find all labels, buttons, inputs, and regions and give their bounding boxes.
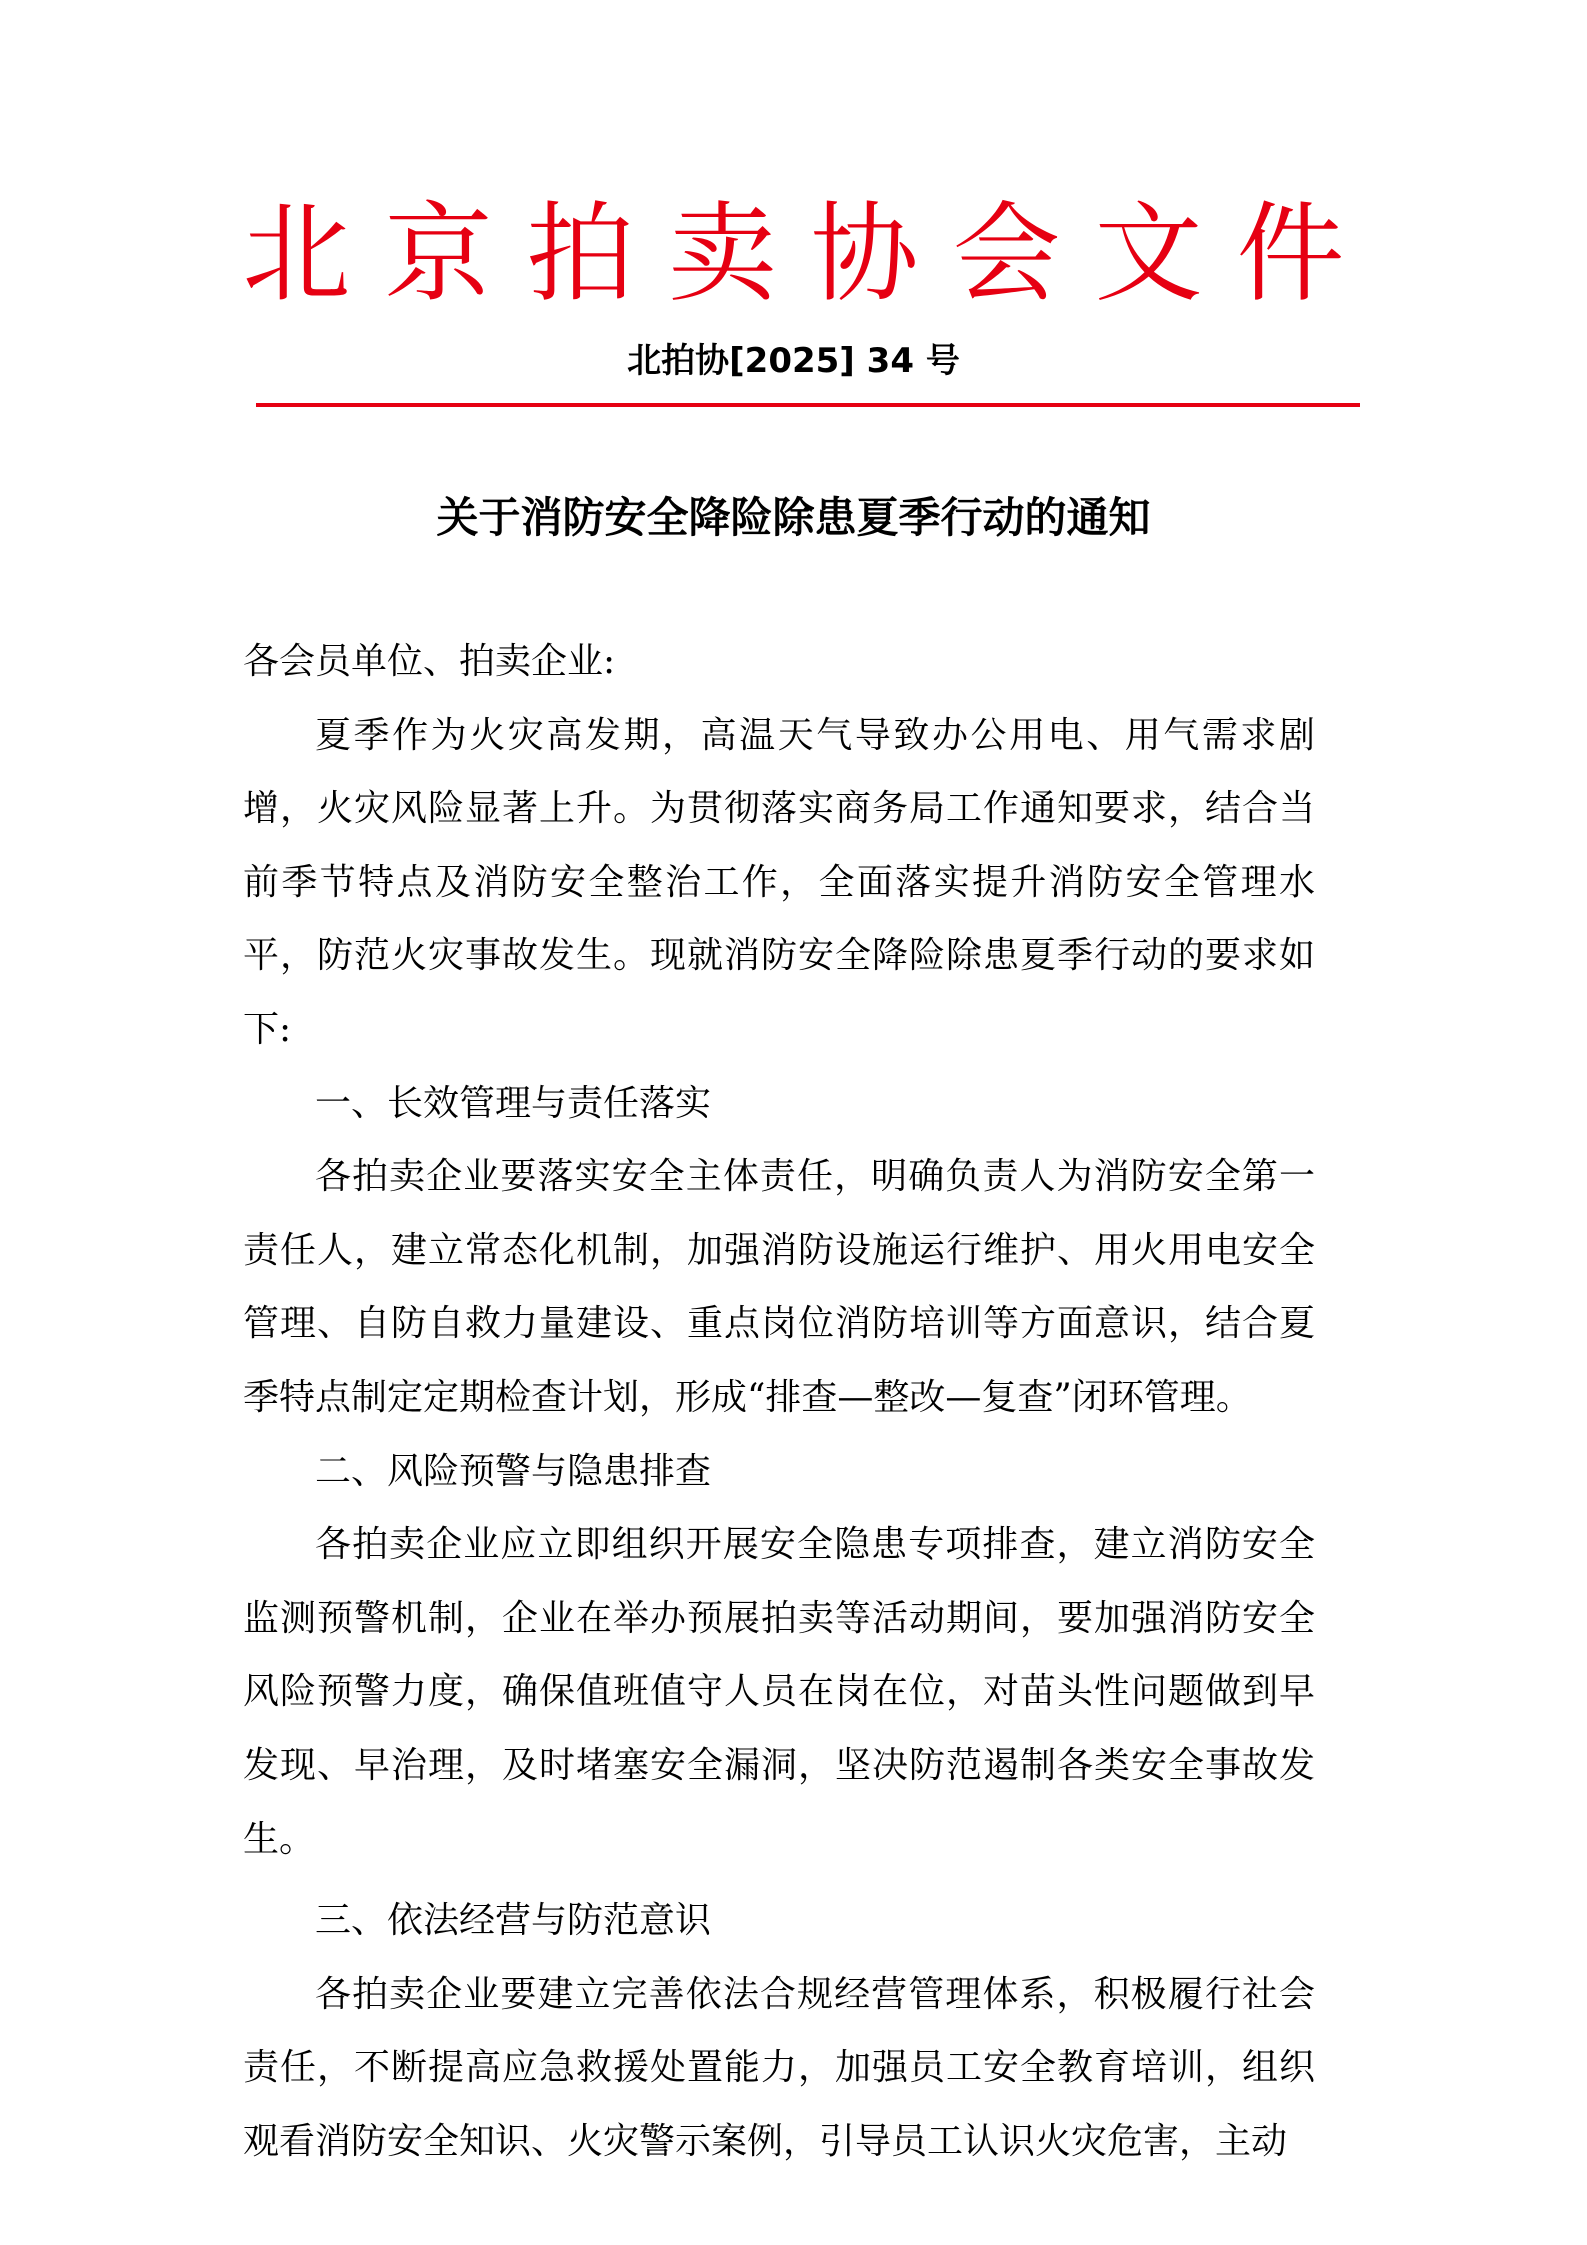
document-number: 北拍协[2025] 34 号 — [627, 341, 960, 381]
section-heading-1: 一、长效管理与责任落实 — [315, 1082, 712, 1124]
notice-body — [243, 625, 1315, 2178]
org-header-title: 北京拍卖协会文件 — [242, 192, 1379, 317]
section-body-3: 各拍卖企业要建立完善依法合规经营管理体系，积极履行社会责任，不断提高应急救援处置能力，加强员工安全教育培训，组织观看消防安全知识、火灾警示案例，引导员工认识火灾危害，主动 — [243, 1973, 1315, 2162]
section-heading-2: 二、风险预警与隐患排查 — [315, 1450, 712, 1492]
salutation: 各会员单位、拍卖企业: — [243, 641, 616, 682]
notice-title: 关于消防安全降险除患夏季行动的通知 — [436, 493, 1151, 542]
intro-paragraph: 夏季作为火灾高发期，高温天气导致办公用电、用气需求剧增，火灾风险显著上升。为贯彻落实商务局工作通知要求，结合当前季节特点及消防安全整治工作，全面落实提升消防安全管理水平，防范火灾事故发生。现就消防安全降险除患夏季行动的要求如下: — [243, 714, 1315, 1050]
section-heading-3: 三、依法经营与防范意识 — [315, 1900, 712, 1942]
red-divider-line — [256, 403, 1360, 407]
section-body-1: 各拍卖企业要落实安全主体责任，明确负责人为消防安全第一责任人，建立常态化机制，加强消防设施运行维护、用火用电安全管理、自防自救力量建设、重点岗位消防培训等方面意识，结合夏季特点制定定期检查计划，形成“排查—整改—复查”闭环管理。 — [243, 1156, 1315, 1418]
section-body-2: 各拍卖企业应立即组织开展安全隐患专项排查，建立消防安全监测预警机制，企业在举办预展拍卖等活动期间，要加强消防安全风险预警力度，确保值班值守人员在岗在位，对苗头性问题做到早发现、早治理，及时堵塞安全漏洞，坚决防范遏制各类安全事故发生。 — [243, 1524, 1315, 1860]
